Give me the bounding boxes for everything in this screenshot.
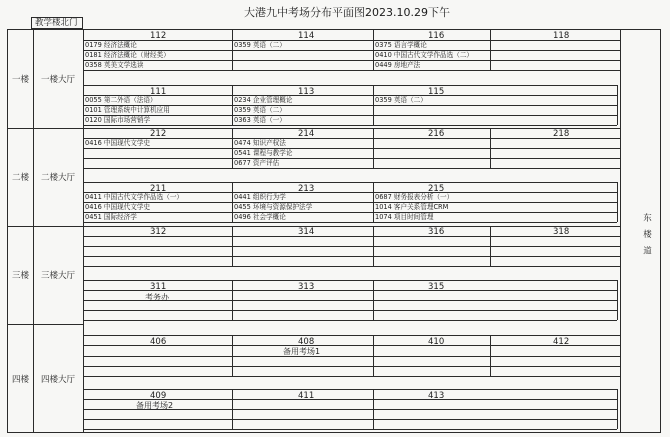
grid-line (83, 376, 620, 377)
grid-line (83, 246, 620, 247)
exam-113-3: 0363 英语（一） (234, 116, 286, 124)
room-313: 313 (298, 282, 315, 292)
exam-111-1: 0055 第二外语（法语） (85, 96, 157, 104)
exam-112-2: 0181 经济法概论（财经类） (85, 51, 170, 59)
room-311-note: 考务办 (145, 293, 169, 302)
exam-215-2: 1014 客户关系管理CRM (375, 203, 449, 211)
floor-label-3: 三楼 (12, 271, 30, 281)
hall-label-3: 三楼大厅 (41, 271, 76, 281)
exam-214-2: 0541 课程与教学论 (234, 149, 293, 157)
floor-label-4: 四楼 (12, 375, 30, 385)
grid-line (83, 148, 620, 149)
exam-211-2: 0416 中国现代文学史 (85, 203, 151, 211)
room-315: 315 (428, 282, 445, 292)
grid-line (232, 85, 233, 125)
hall-label-1: 一楼大厅 (41, 75, 76, 85)
exam-112-1: 0179 经济法概论 (85, 41, 137, 49)
grid-line (232, 389, 233, 429)
grid-line (83, 335, 620, 336)
room-408: 408 (298, 337, 315, 347)
room-113: 113 (298, 87, 315, 97)
grid-line (490, 29, 491, 70)
room-114: 114 (298, 31, 315, 41)
grid-line (83, 125, 617, 126)
room-410: 410 (428, 337, 445, 347)
room-112: 112 (150, 31, 167, 41)
room-116: 116 (428, 31, 445, 41)
room-111: 111 (150, 87, 167, 97)
room-118: 118 (553, 31, 570, 41)
room-411: 411 (298, 391, 315, 401)
grid-line (373, 182, 374, 222)
exam-116-1: 0375 语言学概论 (375, 41, 427, 49)
room-412: 412 (553, 337, 570, 347)
exam-114-1: 0359 英语（二） (234, 41, 286, 49)
room-406: 406 (150, 337, 167, 347)
exam-116-3: 0449 房地产法 (375, 61, 421, 69)
hall-label-2: 二楼大厅 (41, 173, 76, 183)
grid-line (83, 320, 617, 321)
floor-label-divider (33, 29, 34, 433)
north-gate-label: 教学楼北门 (35, 18, 78, 28)
exam-213-2: 0455 环境与资源保护法学 (234, 203, 313, 211)
grid-line (83, 70, 620, 71)
grid-line (617, 389, 618, 429)
grid-line (232, 182, 233, 222)
grid-line (83, 29, 620, 30)
exam-215-1: 0687 财务报表分析（一） (375, 193, 454, 201)
grid-line (83, 115, 617, 116)
exam-213-1: 0441 组织行为学 (234, 193, 286, 201)
grid-line (373, 389, 374, 429)
room-215: 215 (428, 184, 445, 194)
grid-line (83, 356, 620, 357)
floor-label-2: 二楼 (12, 173, 30, 183)
exam-215-3: 1074 项目时间管理 (375, 213, 434, 221)
floor-divider-1-2 (7, 128, 83, 129)
grid-line (83, 419, 617, 420)
grid-line (83, 280, 617, 281)
room-216: 216 (428, 129, 445, 139)
grid-line (83, 366, 620, 367)
grid-line (83, 429, 617, 430)
grid-line (83, 158, 620, 159)
hall-label-4: 四楼大厅 (41, 375, 76, 385)
room-409-note: 备用考场2 (136, 401, 174, 410)
grid-line (617, 85, 618, 125)
room-312: 312 (150, 227, 167, 237)
room-408-note: 备用考场1 (283, 347, 321, 356)
grid-line (83, 60, 620, 61)
room-115: 115 (428, 87, 445, 97)
grid-line (83, 212, 617, 213)
hall-divider (83, 29, 84, 433)
grid-line (232, 335, 233, 376)
exam-113-1: 0234 企业管理概论 (234, 96, 293, 104)
grid-line (232, 226, 233, 266)
room-413: 413 (428, 391, 445, 401)
grid-line (373, 128, 374, 168)
exam-211-3: 0451 国际经济学 (85, 213, 137, 221)
grid-line (373, 85, 374, 125)
floor-divider-2-3 (7, 226, 83, 227)
room-212: 212 (150, 129, 167, 139)
exam-116-2: 0410 中国古代文学作品选（二） (375, 51, 474, 59)
page-title: 大港九中考场分布平面图2023.10.29下午 (244, 6, 450, 19)
grid-line (373, 280, 374, 320)
room-211: 211 (150, 184, 167, 194)
grid-line (373, 226, 374, 266)
exam-111-3: 0120 国际市场营销学 (85, 116, 151, 124)
grid-line (83, 85, 617, 86)
grid-line (83, 222, 617, 223)
grid-line (617, 182, 618, 222)
room-409: 409 (150, 391, 167, 401)
grid-line (490, 128, 491, 168)
exam-112-3: 0358 英美文学选读 (85, 61, 144, 69)
floor-divider-3-4 (7, 324, 83, 325)
exam-211-1: 0411 中国古代文学作品选（一） (85, 193, 184, 201)
room-316: 316 (428, 227, 445, 237)
grid-line (83, 182, 617, 183)
grid-line (232, 29, 233, 70)
room-311: 311 (150, 282, 167, 292)
room-214: 214 (298, 129, 315, 139)
east-corridor-label: 东楼道 (641, 213, 652, 263)
grid-line (83, 202, 617, 203)
grid-line (83, 168, 620, 169)
exam-113-2: 0359 英语（二） (234, 106, 286, 114)
room-318: 318 (553, 227, 570, 237)
floor-label-1: 一楼 (12, 75, 30, 85)
exam-115-1: 0359 英语（二） (375, 96, 427, 104)
east-corridor-divider (620, 29, 621, 433)
grid-line (83, 310, 617, 311)
room-314: 314 (298, 227, 315, 237)
grid-line (373, 29, 374, 70)
grid-line (490, 226, 491, 266)
room-213: 213 (298, 184, 315, 194)
grid-line (83, 389, 617, 390)
grid-line (83, 266, 620, 267)
room-218: 218 (553, 129, 570, 139)
grid-line (490, 335, 491, 376)
grid-line (617, 280, 618, 320)
grid-line (83, 256, 620, 257)
grid-line (232, 128, 233, 168)
exam-214-1: 0474 知识产权法 (234, 139, 286, 147)
exam-214-3: 0677 资产评估 (234, 159, 280, 167)
grid-line (232, 280, 233, 320)
exam-213-3: 0496 社会学概论 (234, 213, 286, 221)
grid-line (373, 335, 374, 376)
exam-212-1: 0416 中国现代文学史 (85, 139, 151, 147)
exam-111-2: 0101 管理系统中计算机应用 (85, 106, 170, 114)
